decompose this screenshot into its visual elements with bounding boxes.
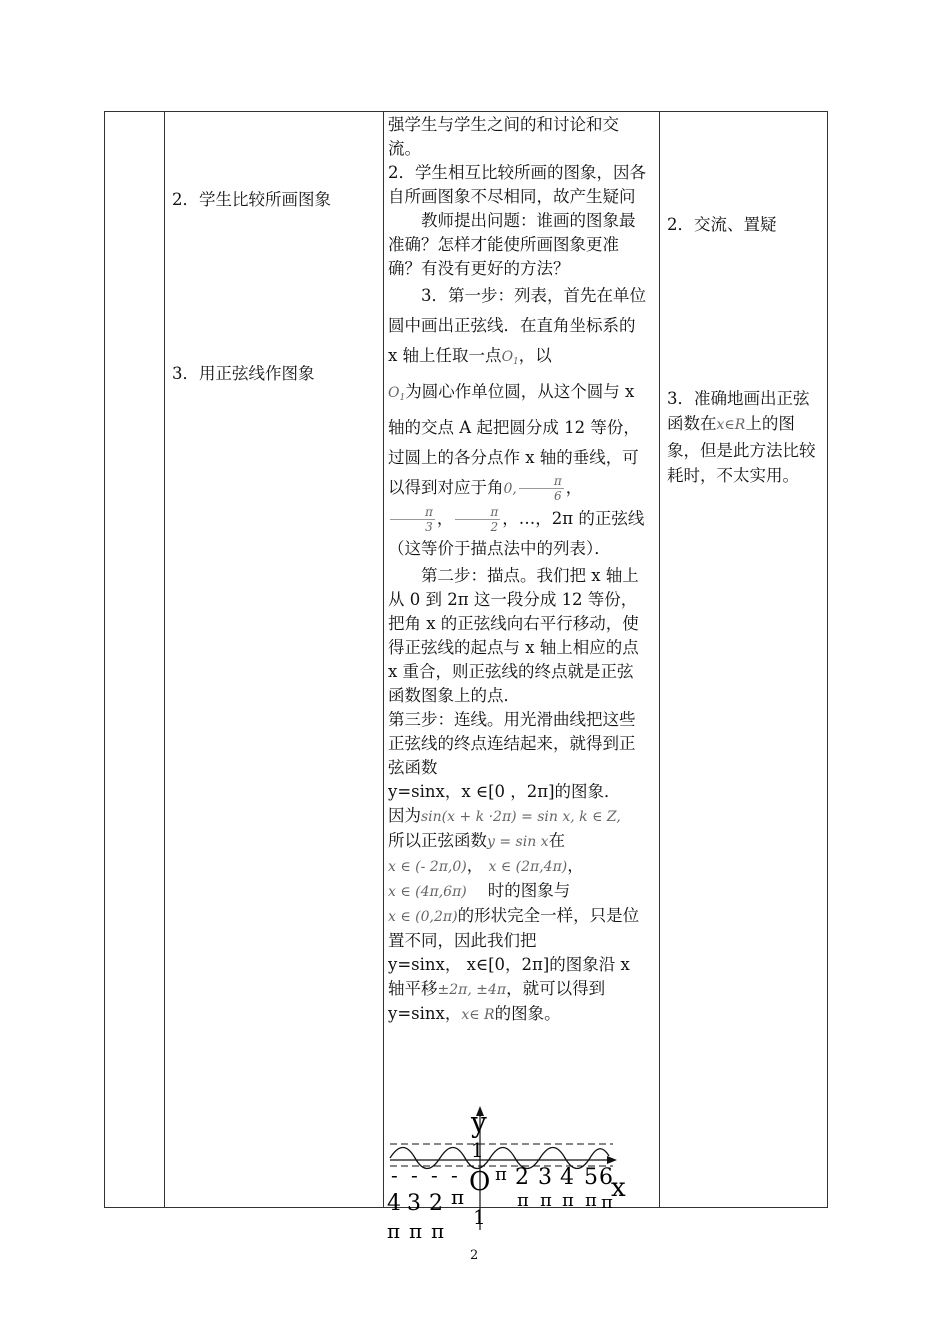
x-axis-arrow xyxy=(607,1156,617,1164)
pos-pi-label: π xyxy=(562,1190,574,1211)
neg-pi-label: π xyxy=(387,1219,401,1243)
right-item-2: 2．交流、置疑 xyxy=(667,215,777,234)
o1-symbol: $O_1$ xyxy=(501,349,519,367)
origin-label: O xyxy=(469,1167,491,1197)
para-11: x ∈ (4π,6π) 时的图象与 xyxy=(388,881,571,900)
y-neg-one-label: 1 xyxy=(473,1205,486,1229)
para-8: 因为sin(x + k ·2π) = sin x, k ∈ Z, xyxy=(388,806,621,825)
para-4-a: 3．第一步：列表，首先在单位圆中画出正弦线．在直角坐标系的 x 轴上任取一点 xyxy=(388,286,646,365)
pos-tick-3: 3 xyxy=(538,1165,552,1190)
neg-tick-4: 4 xyxy=(387,1191,401,1216)
para-4: 3．第一步：列表，首先在单位圆中画出正弦线．在直角坐标系的 x 轴上任取一点$O_1$，以 $O_1$为圆心作单位圆，从这个圆与 x 轴的交点 A 起把圆分成 12 等份，过圆上的各分点作 x 轴的垂线，可以得到对应于角0, $\frac{\pi}{6}$ ， $\frac{\pi}{3}$ ， $\frac{\pi}{2}$ ，…，2π 的正弦线（这等价于描点法中的列表）． xyxy=(388,286,646,558)
neg-tick-minus: - xyxy=(451,1163,458,1187)
pos-tick-5: 5 xyxy=(584,1165,598,1190)
pos-tick-4: 4 xyxy=(560,1165,574,1190)
left-item-2: 2．学生比较所画图象 xyxy=(172,190,331,209)
frac-pi-3: $\frac{\pi}{3}$ xyxy=(390,505,435,534)
para-9: 所以正弦函数y = sin x在 xyxy=(388,831,566,850)
sine-formula: y = sin x xyxy=(487,834,549,850)
neg-tick-2: 2 xyxy=(429,1191,443,1216)
table-divider-1 xyxy=(164,112,165,1207)
table-divider-3 xyxy=(659,112,660,1207)
pos-tick-pi: π xyxy=(495,1164,507,1185)
o1-symbol-2: $O_1$ xyxy=(388,385,406,403)
para-5: 第二步：描点。我们把 x 轴上从 0 到 2π 这一段分成 12 等份，把角 x 的正弦线向右平行移动，使得正弦线的起点与 x 轴上相应的点 x 重合，则正弦线的终点就是正弦函数图象上的点． xyxy=(388,566,639,705)
middle-column-text xyxy=(388,113,650,1027)
neg-tick-minus: - xyxy=(391,1163,398,1187)
pos-pi-label: π xyxy=(601,1192,613,1213)
pos-pi-label: π xyxy=(517,1190,529,1211)
para-6: 第三步：连线。用光滑曲线把这些正弦线的终点连结起来，就得到正弦函数 xyxy=(388,710,636,777)
para-7: y=sinx，x ∈[0 ，2π]的图象． xyxy=(388,782,621,801)
para-13: y=sinx， x∈[0，2π]的图象沿 x 轴平移±2π, ±4π，就可以得到 xyxy=(388,955,630,998)
para-12: x ∈ (0,2π)的形状完全一样，只是位置不同，因此我们把 xyxy=(388,906,640,950)
x-axis-label: x xyxy=(611,1173,626,1203)
neg-tick-minus: - xyxy=(411,1163,418,1187)
right-item-3-math: x∈R xyxy=(716,417,746,433)
angle-zero: 0, xyxy=(503,481,517,497)
neg-tick-minus: - xyxy=(431,1163,438,1187)
para-4-b: ，以 xyxy=(518,346,552,365)
neg-pi-label: π xyxy=(409,1219,423,1243)
neg-tick-pi: π xyxy=(451,1185,465,1209)
neg-pi-label: π xyxy=(431,1219,445,1243)
right-item-3-text-b: 上的图象，但是此方法比较耗时，不太实用。 xyxy=(667,414,816,485)
left-item-3: 3．用正弦线作图象 xyxy=(172,364,315,383)
para-1: 强学生与学生之间的和讨论和交流。 xyxy=(388,115,619,158)
table-divider-2 xyxy=(383,112,384,1207)
para-4-c: 为圆心作单位圆，从这个圆与 x 轴的交点 A 起把圆分成 12 等份，过圆上的各分点作 x 轴的垂线，可以得到对应于角 xyxy=(388,382,640,497)
pos-pi-label: π xyxy=(540,1190,552,1211)
right-item-3-text-a: 3．准确地画出正弦函数在 xyxy=(667,389,810,433)
y-axis-label: y xyxy=(471,1106,487,1139)
pos-pi-label: π xyxy=(585,1190,597,1211)
neg-tick-3: 3 xyxy=(407,1191,421,1216)
para-2: 2．学生相互比较所画的图象，因各自所画图象不尽相同，故产生疑问 xyxy=(388,163,646,206)
periodicity-formula: sin(x + k ·2π) = sin x, k ∈ Z, xyxy=(421,809,621,825)
para-3: 教师提出问题：谁画的图象最准确？怎样才能使所画图象更准确？有没有更好的方法？ xyxy=(388,211,636,278)
frac-pi-2: $\frac{\pi}{2}$ xyxy=(455,505,500,534)
pos-tick-2: 2 xyxy=(515,1165,529,1190)
pos-tick-6: 6 xyxy=(599,1165,613,1190)
page-number: 2 xyxy=(470,1248,479,1263)
y-one-label: 1 xyxy=(471,1138,484,1162)
right-item-3 xyxy=(667,386,823,488)
frac-pi-6: $\frac{\pi}{6}$ xyxy=(519,474,564,503)
para-4-d: ，…，2π 的正弦线（这等价于描点法中的列表）． xyxy=(388,509,645,558)
sine-graph-sketch xyxy=(385,1100,665,1260)
para-10: x ∈ (- 2π,0)， x ∈ (2π,4π)， xyxy=(388,856,584,875)
para-14: y=sinx，x∈ R的图象。 xyxy=(388,1004,561,1023)
